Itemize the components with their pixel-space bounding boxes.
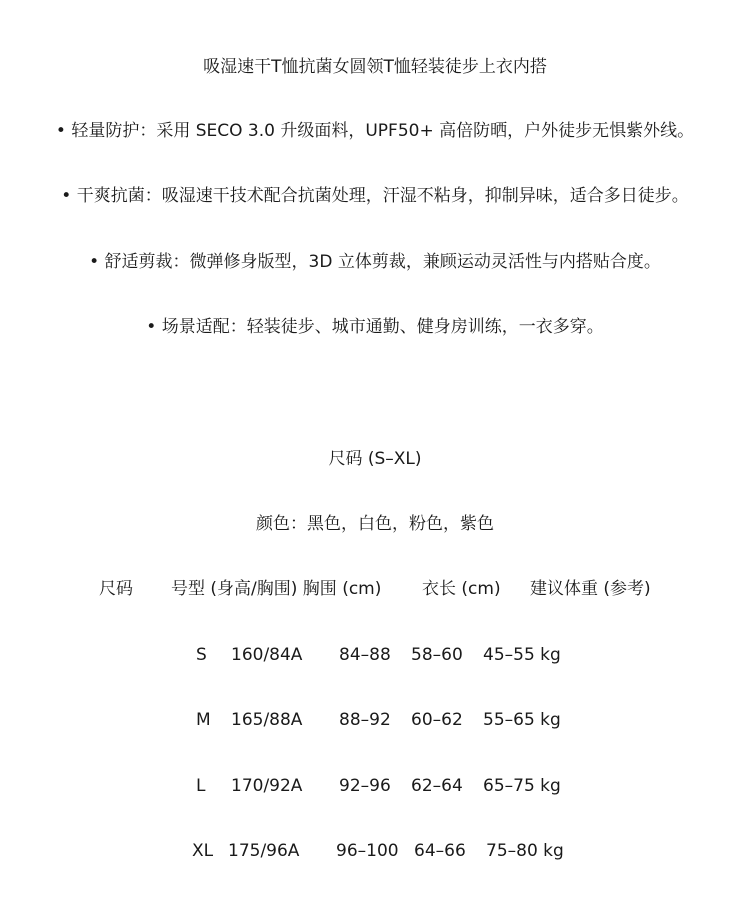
feature-lightweight-protection: • 轻量防护：采用 SECO 3.0 升级面料，UPF50+ 高倍防晒，户外徒步无惧紫外线。: [55, 121, 695, 141]
cell-length: 58–60: [411, 645, 463, 665]
table-row: [0, 708, 750, 732]
color-options: 颜色：黑色，白色，粉色，紫色: [256, 514, 494, 534]
cell-chest: 84–88: [339, 645, 391, 665]
cell-chest: 92–96: [339, 776, 391, 796]
cell-type: 175/96A: [228, 841, 300, 861]
cell-type: 165/88A: [231, 710, 303, 730]
cell-chest: 96–100: [336, 841, 399, 861]
feature-scenarios: • 场景适配：轻装徒步、城市通勤、健身房训练，一衣多穿。: [146, 317, 604, 337]
table-row: [0, 774, 750, 798]
table-row: [0, 643, 750, 667]
cell-type: 170/92A: [231, 776, 303, 796]
header-size: 尺码: [99, 579, 133, 599]
cell-type: 160/84A: [231, 645, 303, 665]
cell-length: 60–62: [411, 710, 463, 730]
cell-length: 62–64: [411, 776, 463, 796]
cell-weight: 45–55 kg: [483, 645, 561, 665]
cell-weight: 55–65 kg: [483, 710, 561, 730]
size-table-header: [0, 577, 750, 601]
cell-weight: 65–75 kg: [483, 776, 561, 796]
product-title: 吸湿速干T恤抗菌女圆领T恤轻装徒步上衣内搭: [203, 57, 547, 77]
header-weight: 建议体重 (参考): [530, 579, 651, 599]
feature-dry-antibacterial: • 干爽抗菌：吸湿速干技术配合抗菌处理，汗湿不粘身，抑制异味，适合多日徒步。: [61, 186, 689, 206]
cell-size: XL: [192, 841, 214, 861]
cell-weight: 75–80 kg: [486, 841, 564, 861]
feature-comfort-fit: • 舒适剪裁：微弹修身版型，3D 立体剪裁，兼顾运动灵活性与内搭贴合度。: [89, 252, 661, 272]
header-type-chest: 号型 (身高/胸围) 胸围 (cm): [171, 579, 382, 599]
cell-size: M: [196, 710, 211, 730]
cell-size: L: [196, 776, 206, 796]
cell-length: 64–66: [414, 841, 466, 861]
cell-size: S: [196, 645, 207, 665]
cell-chest: 88–92: [339, 710, 391, 730]
header-length: 衣长 (cm): [422, 579, 501, 599]
table-row: [0, 839, 750, 863]
size-section-title: 尺码 (S–XL): [328, 449, 422, 469]
